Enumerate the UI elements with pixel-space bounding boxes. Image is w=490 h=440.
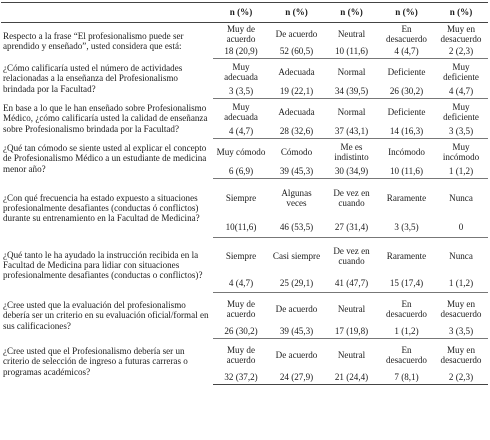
answer-option-label: Algunas veces [281,187,312,208]
answer-option-label: Muy deficiente [443,61,479,82]
question-text: ¿Qué tanto le ha ayudado la instrucción recibida en la Facultad de Medicina para lidiar con situaciones profesionalmente desafiantes (conductas o conflictos)? [3,249,203,281]
answer-option-label: Nunca [449,192,473,203]
answer-option-label: Normal [337,66,366,77]
answer-option-label: Muy de acuerdo [226,344,256,365]
answer-option-label: Neutral [337,28,366,39]
count-percent-value: 39 (45,3) [269,325,324,339]
answer-option-label: Muy de acuerdo [226,23,256,44]
answer-option-label: Muy incómodo [442,141,480,162]
count-percent-value: 10 (11,6) [379,165,434,179]
header-row [1,3,488,23]
answer-option-label: Muy adecuada [224,61,258,82]
header-n-percent: n (%) [324,3,379,23]
count-percent-value: 4 (4,7) [213,274,269,293]
count-percent-value: 19 (22,1) [269,85,324,99]
answer-option-label: Siempre [225,250,257,261]
answer-option-label: Nunca [449,250,473,261]
count-percent-value: 24 (27,9) [269,371,324,385]
table-body [1,23,488,385]
answer-option-label: Deficiente [387,106,426,117]
answer-option-label: Adecuada [278,106,315,117]
header-n-percent: n (%) [269,3,324,23]
count-percent-value: 10(11,6) [213,217,269,238]
count-percent-value: 25 (29,1) [269,274,324,293]
count-percent-value: 4 (4,7) [379,45,434,59]
answer-option-label: Adecuada [278,66,315,77]
answer-option-label: Deficiente [387,66,426,77]
count-percent-value: 17 (19,8) [324,325,379,339]
count-percent-value: 1 (1,2) [434,165,488,179]
question-text: ¿Con qué frecuencia ha estado expuesto a situaciones profesionalmente desafiantes (conductas ó conflictos) durante su entrenamiento en la Facultad de Medicina? [3,192,200,224]
count-percent-value: 10 (11,6) [324,45,379,59]
answer-option-label: Muy cómodo [216,146,266,157]
count-percent-value: 46 (53,5) [269,217,324,238]
count-percent-value: 26 (30,2) [379,85,434,99]
count-percent-value: 2 (2,3) [434,371,488,385]
answer-option-label: En desacuerdo [386,23,427,44]
count-percent-value: 18 (20,9) [213,45,269,59]
header-n-percent: n (%) [434,3,488,23]
header-n-percent: n (%) [379,3,434,23]
count-percent-value: 37 (43,1) [324,125,379,139]
question-row [1,339,488,372]
count-percent-value: 3 (3,5) [434,125,488,139]
answer-option-label: Me es indistinto [334,141,369,162]
answer-option-label: De vez en cuando [333,187,370,208]
count-percent-value: 7 (8,1) [379,371,434,385]
header-n-percent: n (%) [213,3,269,23]
count-percent-value: 0 [434,217,488,238]
count-percent-value: 28 (32,6) [269,125,324,139]
answer-option-label: De vez en cuando [333,245,370,266]
answer-option-label: En desacuerdo [386,344,427,365]
count-percent-value: 14 (16,3) [379,125,434,139]
count-percent-value: 41 (47,7) [324,274,379,293]
count-percent-value: 15 (17,4) [379,274,434,293]
count-percent-value: 21 (24,4) [324,371,379,385]
answer-option-label: Raramente [386,192,427,203]
question-row [1,99,488,126]
count-percent-value: 1 (1,2) [379,325,434,339]
count-percent-value: 39 (45,3) [269,165,324,179]
question-row [1,139,488,166]
count-percent-value: 2 (2,3) [434,45,488,59]
count-percent-value: 27 (31,4) [324,217,379,238]
count-percent-value: 1 (1,2) [434,274,488,293]
question-text: ¿Cree usted que el Profesionalismo debería ser un criterio de selección de ingreso a futuras carreras o programas académicos? [3,346,188,377]
answer-option-label: En desacuerdo [386,298,427,319]
count-percent-value: 34 (39,5) [324,85,379,99]
answer-option-label: Muy adecuada [224,101,258,122]
answer-option-label: Neutral [337,349,366,360]
question-text: ¿Cómo calificaría usted el número de actividades relacionadas a la enseñanza del Profesionalismo brindada por la Facultad? [3,63,183,94]
count-percent-value: 32 (37,2) [213,371,269,385]
question-row [1,293,488,326]
answer-option-label: Incómodo [388,146,425,157]
count-percent-value: 6 (6,9) [213,165,269,179]
count-percent-value: 30 (34,9) [324,165,379,179]
question-text: Respecto a la frase “El profesionalismo puede ser aprendido y enseñado”, usted considera que está: [3,30,184,51]
answer-option-label: Muy en desacuerdo [440,23,482,44]
question-row [1,179,488,218]
count-percent-value: 4 (4,7) [213,125,269,139]
count-percent-value: 4 (4,7) [434,85,488,99]
answer-option-label: Casi siempre [272,250,321,261]
count-percent-value: 26 (30,2) [213,325,269,339]
question-text: En base a lo que le han enseñado sobre Profesionalismo Médico, ¿cómo calificaría usted la calidad de enseñanza sobre Profesionalismo brindada por la Facultad? [3,103,208,134]
question-row [1,23,488,46]
answer-option-label: Muy en desacuerdo [440,344,482,365]
answer-option-label: De acuerdo [275,303,318,314]
count-percent-value: 3 (3,5) [213,85,269,99]
answer-option-label: Muy de acuerdo [226,298,256,319]
count-percent-value: 3 (3,5) [434,325,488,339]
question-row [1,238,488,275]
header-question [1,3,213,23]
answer-option-label: Normal [337,106,366,117]
answer-option-label: Siempre [225,192,257,203]
answer-option-label: De acuerdo [275,28,318,39]
answer-option-label: De acuerdo [275,349,318,360]
question-text: ¿Cree usted que la evaluación del profesionalismo debería ser un criterio en su evaluación oficial/formal en sus calificaciones? [3,300,209,331]
answer-option-label: Raramente [386,250,427,261]
count-percent-value: 3 (3,5) [379,217,434,238]
question-row [1,59,488,86]
question-text: ¿Qué tan cómodo se siente usted al explicar el concepto de Profesionalismo Médico a un estudiante de medicina menor año? [3,143,207,174]
answer-option-label: Neutral [337,303,366,314]
answer-option-label: Muy en desacuerdo [440,298,482,319]
count-percent-value: 52 (60,5) [269,45,324,59]
answer-option-label: Cómodo [280,146,313,157]
survey-results-table [1,2,488,385]
answer-option-label: Muy deficiente [443,101,479,122]
